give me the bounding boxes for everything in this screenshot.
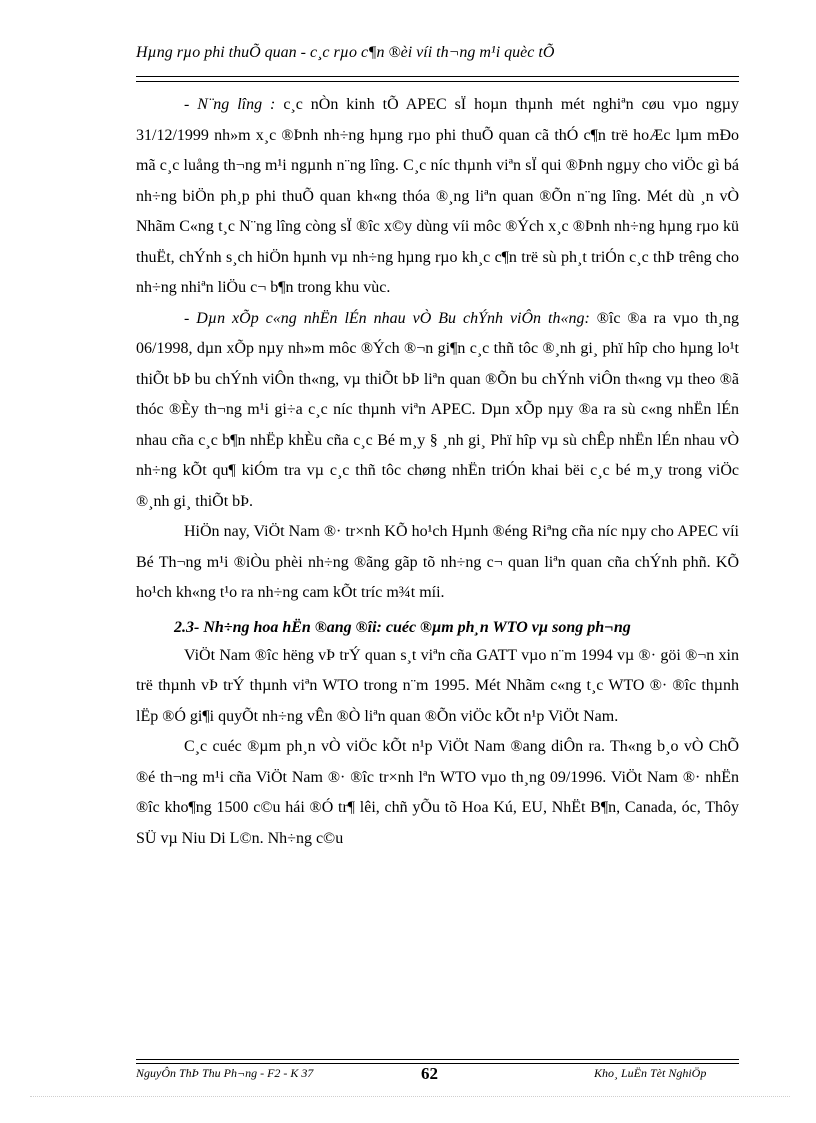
page-header-title: Hµng rµo phi thuÕ quan - c¸c rµo c¶n ®èi víi th¬ng m¹i quèc tÕ (136, 44, 555, 61)
page-number: 62 (421, 1064, 438, 1083)
footer-author: NguyÔn ThÞ Thu Ph¬ng - F2 - K 37 (136, 1066, 314, 1080)
section-heading: 2.3- Nh÷ng hoa hËn ®ang ®îi: cuéc ®µm ph¸n WTO vµ song ph¬ng (174, 618, 631, 636)
document-body (136, 90, 739, 854)
footer-thesis-label: Kho¸ LuËn Tèt NghiÖp (594, 1066, 707, 1080)
header-rule-thin (136, 81, 739, 82)
footer-rule-thin (136, 1059, 739, 1060)
header-rule-thick (136, 76, 739, 77)
paragraph-gatt-observer: ViÖt Nam ®îc hëng vÞ trÝ quan s¸t viªn cña GATT vµo n¨m 1994 vµ ®· göi ®¬n xin trë thµnh vÞ trÝ thµnh viªn WTO trong n¨m 1995. Mét Nhãm c«ng t¸c WTO ®· ®îc thµnh lËp ®Ó gi¶i quyÕt nh÷ng vÊn ®Ò liªn quan ®Õn viÖc kÕt n¹p ViÖt Nam. (136, 646, 739, 725)
paragraph-action-plan: HiÖn nay, ViÖt Nam ®· tr×nh KÕ ho¹ch Hµnh ®éng Riªng cña níc nµy cho APEC víi Bé Th¬ng m¹i ®iÒu phèi nh÷ng ®ãng gãp tõ nh÷ng c¬ quan liªn quan cña chÝnh phñ. KÕ ho¹ch kh«ng t¹o ra nh÷ng cam kÕt tríc m¾t míi. (136, 523, 739, 601)
paragraph-negotiations: C¸c cuéc ®µm ph¸n vÒ viÖc kÕt n¹p ViÖt Nam ®ang diÔn ra. Th«ng b¸o vÒ ChÕ ®é th¬ng m¹i cña ViÖt Nam ®· ®îc tr×nh lªn WTO vµo th¸ng 09/1996. ViÖt Nam ®· nhËn ®îc kho¶ng 1500 c©u hái ®Ó tr¶ lêi, chñ yÕu tõ Hoa Kú, EU, NhËt B¶n, Canada, óc, Thôy SÜ vµ Niu Di L©n. Nh÷ng c©u (136, 738, 739, 847)
paragraph-energy (136, 90, 739, 304)
paragraph-energy-lead: - N¨ng lîng : (184, 96, 276, 113)
page-edge-dotted-line (30, 1096, 790, 1097)
paragraph-energy-text: c¸c nÒn kinh tÕ APEC sÏ hoµn thµnh mét nghiªn cøu vµo ngµy 31/12/1999 nh»m x¸c ®Þnh nh÷ng hµng rµo phi thuÕ quan cã thÓ c¶n trë hoÆc lµm mÐo mã c¸c luång th¬ng m¹i ngµnh n¨ng lîng. C¸c níc thµnh viªn sÏ qui ®Þnh ngµy cho viÖc gì bá nh÷ng biÖn ph¸p phi thuÕ quan kh«ng thóa ®¸ng liªn quan ®Õn n¨ng lîng. Mét dù ¸n vÒ Nhãm C«ng t¸c N¨ng lîng còng sÏ ®îc x©y dùng víi môc ®Ých x¸c ®Þnh nh÷ng hµng rµo kü thuËt, chÝnh s¸ch hiÖn hµnh vµ nh÷ng hµng rµo kh¸c c¶n trë sù ph¸t triÓn c¸c thÞ trêng cho nh÷ng nhiªn liÖu c¬ b¶n trong khu vùc. (136, 96, 740, 296)
paragraph-telecom-lead: - Dµn xÕp c«ng nhËn lÉn nhau vÒ Bu chÝnh viÔn th«ng: (184, 309, 590, 327)
paragraph-telecom (136, 304, 739, 518)
paragraph-telecom-text: ®îc ®a ra vµo th¸ng 06/1998, dµn xÕp nµy nh»m môc ®Ých ®¬n gi¶n c¸c thñ tôc ®¸nh gi¸ phï hîp cho hµng lo¹t thiÕt bÞ bu chÝnh viÔn th«ng, vµ thiÕt bÞ liªn quan ®Õn bu chÝnh viÔn th«ng vµ theo ®ã thóc ®Èy th¬ng m¹i gi÷a c¸c níc thµnh viªn APEC. Dµn xÕp nµy ®a ra sù c«ng nhËn lÉn nhau cña c¸c b¶n nhËp khÈu cña c¸c Bé m¸y § ¸nh gi¸ Phï hîp vµ sù chÊp nhËn lÉn nhau vÒ nh÷ng kÕt qu¶ kiÓm tra vµ c¸c thñ tôc chøng nhËn triÓn khai bëi c¸c bé m¸y trong viÖc ®¸nh gi¸ thiÕt bÞ. (136, 309, 739, 510)
